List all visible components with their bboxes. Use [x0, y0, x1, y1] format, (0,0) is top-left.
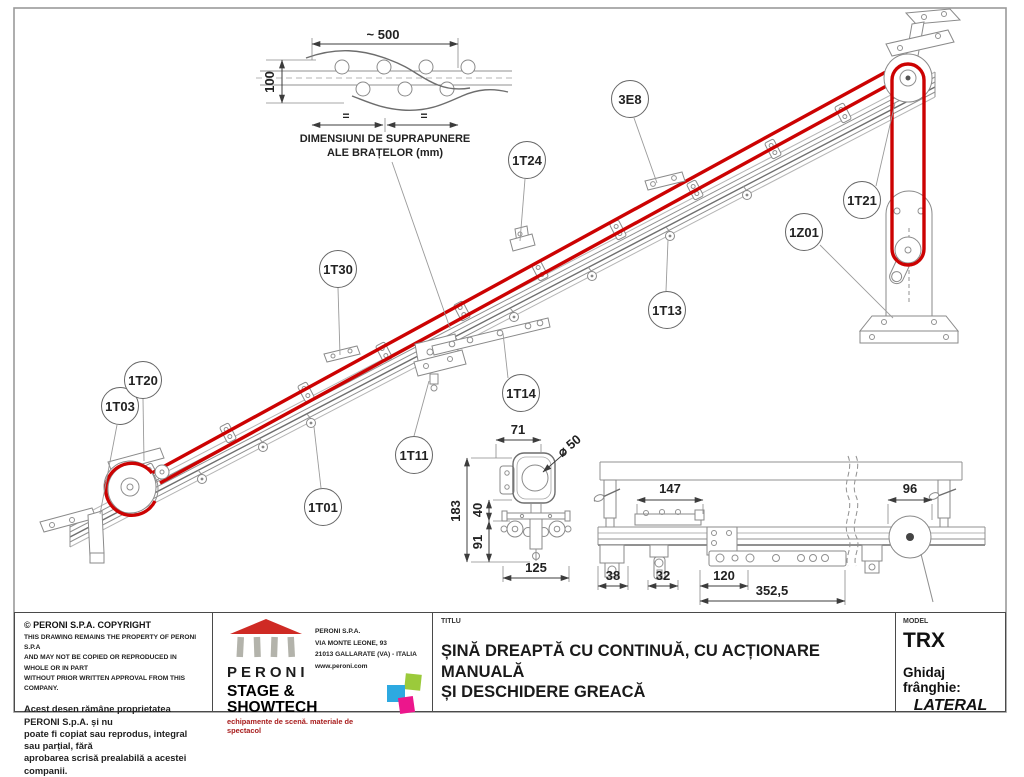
- side-dim-120: 120: [713, 568, 735, 583]
- rope-guide-value: LATERAL: [913, 697, 988, 714]
- balloon-1t01: 1T01: [304, 488, 342, 526]
- rope-guide-label: Ghidaj frânghie:: [903, 665, 961, 695]
- model-cell: [896, 613, 1005, 714]
- brand-tagline: echipamente de scenă. materiale de spectacol: [227, 717, 354, 735]
- side-overall-dim: 352,5: [755, 583, 789, 598]
- balloon-1t11: 1T11: [395, 436, 433, 474]
- section-overall-height-dim: 183: [448, 500, 463, 522]
- overlap-caption-line2: ALE BRAȚELOR (mm): [326, 147, 444, 159]
- drawing-title-line1: ȘINĂ DREAPTĂ CU CONTINUĂ, CU ACȚIONARE MANUALĂ: [441, 642, 820, 681]
- balloon-1t30: 1T30: [319, 250, 357, 288]
- balloon-1t20: 1T20: [124, 361, 162, 399]
- sheet-frame: [14, 8, 1006, 712]
- peroni-wordmark: PERONI: [227, 664, 309, 681]
- green-square-icon: [404, 673, 422, 691]
- splice-plate-3e8: [645, 172, 685, 190]
- address-line3: 21013 GALLARATE (VA) - ITALIA: [315, 651, 417, 659]
- section-detail: [448, 422, 584, 582]
- overlap-height-dim: 100: [262, 71, 277, 93]
- section-upper-height-dim: 40: [470, 502, 485, 518]
- section-top-width-dim: 71: [510, 422, 526, 437]
- copyright-en-line3: WITHOUT PRIOR WRITTEN APPROVAL FROM THIS COMPANY.: [24, 674, 186, 693]
- title-cell: [433, 613, 896, 711]
- copyright-en-line2: AND MAY NOT BE COPIED OR REPRODUCED IN WHOLE OR IN PART: [24, 654, 177, 672]
- address-line4: www.peroni.com: [315, 662, 368, 670]
- balloon-1t14: 1T14: [502, 374, 540, 412]
- copyright-ro-line3: aprobarea scrisă prealabilă a acestei companii.: [24, 753, 187, 776]
- overlap-detail: [256, 27, 516, 328]
- model-code: TRX: [903, 629, 945, 652]
- peroni-logo: [227, 618, 309, 681]
- balloon-1t03: 1T03: [101, 387, 139, 425]
- copyright-heading: © PERONI S.P.A. COPYRIGHT: [24, 620, 151, 630]
- curtain-runners: [198, 186, 752, 484]
- return-pulley: [104, 461, 158, 515]
- address-line2: VIA MONTE LEONE, 93: [315, 639, 387, 647]
- peroni-logo-icon: [230, 618, 302, 658]
- head-pulley-assembly: [884, 9, 960, 102]
- section-bottom-width-dim: 125: [525, 560, 547, 575]
- company-address: [315, 618, 417, 672]
- side-slider-dim: 147: [659, 481, 681, 496]
- side-pulley-dim: 96: [902, 481, 918, 496]
- balloon-3e8: 3E8: [611, 80, 649, 118]
- overlap-width-dim: ~ 500: [366, 27, 400, 42]
- drawing-title-line2: ȘI DESCHIDERE GREACĂ: [441, 683, 646, 702]
- copyright-cell: [15, 613, 213, 776]
- magenta-square-icon: [398, 696, 415, 714]
- title-block: [14, 612, 1006, 776]
- suspension-clamps: [142, 103, 851, 484]
- equal-mark-right: =: [420, 109, 428, 123]
- rail-bracket-1t30: [324, 346, 360, 362]
- balloon-1t24: 1T24: [508, 141, 546, 179]
- copyright-ro-line2: poate fi copiat sau reprodus, integral sau parțial, fără: [24, 728, 188, 752]
- model-label: MODEL: [903, 618, 929, 625]
- overlap-caption-line1: DIMENSIUNI DE SUPRAPUNERE: [299, 133, 471, 145]
- side-detail: [593, 456, 985, 605]
- equal-mark-left: =: [342, 109, 350, 123]
- copyright-en-line1: THIS DRAWING REMAINS THE PROPERTY OF PERONI S.P.A: [24, 634, 197, 652]
- brand-cell: [213, 613, 433, 735]
- section-diameter-dim: ⌀ 50: [554, 431, 584, 460]
- title-label: TITLU: [441, 618, 461, 625]
- balloon-1t13: 1T13: [648, 291, 686, 329]
- stage-showtech-squares-icon: [386, 672, 424, 714]
- side-dim-32: 32: [655, 568, 671, 583]
- section-lower-height-dim: 91: [470, 534, 485, 550]
- rail-fitting-1t24: [510, 226, 535, 251]
- stage-showtech-wordmark: STAGE & SHOWTECH: [227, 683, 318, 716]
- copyright-ro-line1: Acest desen rămâne proprietatea PERONI S.p.A. și nu: [24, 704, 171, 727]
- address-line1: PERONI S.P.A.: [315, 628, 361, 635]
- side-dim-38: 38: [605, 568, 621, 583]
- balloon-1z01: 1Z01: [785, 213, 823, 251]
- balloon-1t21: 1T21: [843, 181, 881, 219]
